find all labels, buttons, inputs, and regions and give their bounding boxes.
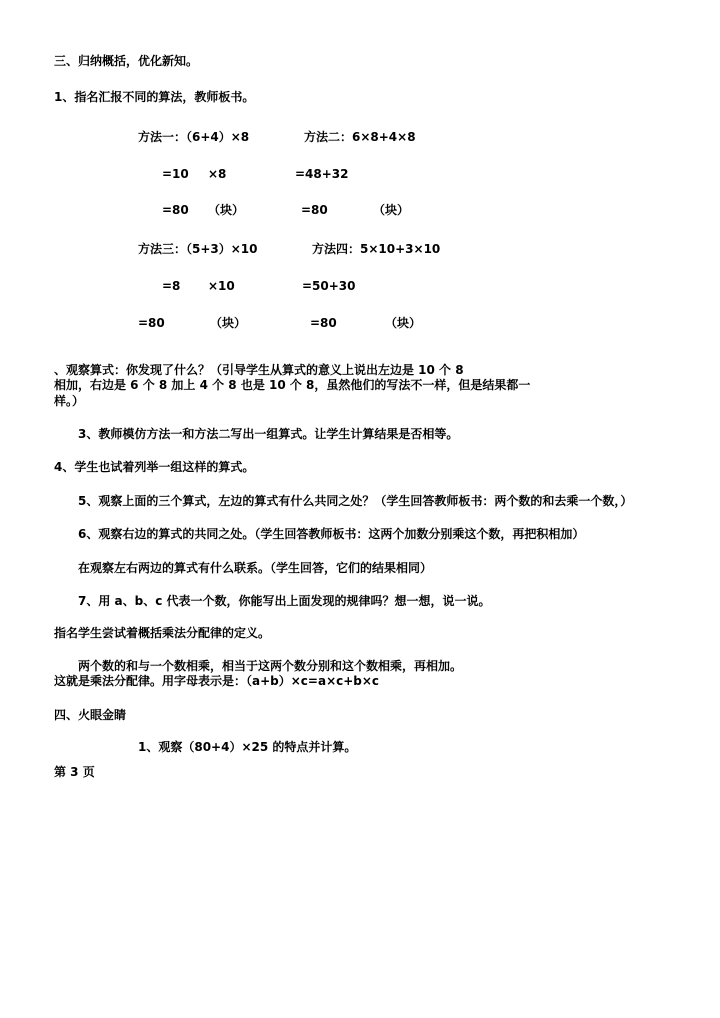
list-item: 5、观察上面的三个算式，左边的算式有什么共同之处？（学生回答教师板书：两个数的和去乘一个数，） (78, 494, 633, 508)
method-three-step1b: ×10 (208, 279, 235, 293)
method-three-step1: =8 (162, 279, 181, 293)
method-one-step1: =10 (162, 167, 189, 181)
paragraph-line: 两个数的和与一个数相乘，相当于这两个数分别和这个数相乘，再相加。 (78, 659, 463, 673)
method-four-unit: （块） (385, 316, 422, 330)
section-heading: 三、归纳概括，优化新知。 (54, 54, 199, 68)
method-two-label: 方法二：6×8+4×8 (304, 130, 416, 144)
method-two-step1: =48+32 (295, 167, 349, 181)
list-item: 在观察左右两边的算式有什么联系。（学生回答，它们的结果相同） (78, 561, 433, 575)
method-four-step1: =50+30 (302, 279, 356, 293)
method-three-label: 方法三：（5+3）×10 (138, 242, 258, 256)
method-one-step2: =80 (162, 203, 189, 217)
list-item: 4、学生也试着列举一组这样的算式。 (54, 460, 255, 474)
method-three-unit: （块） (210, 316, 247, 330)
method-one-unit: （块） (208, 203, 245, 217)
list-item: 指名学生尝试着概括乘法分配律的定义。 (54, 626, 271, 640)
list-item: 7、用 a、b、c 代表一个数，你能写出上面发现的规律吗？想一想，说一说。 (78, 594, 491, 608)
method-two-step2: =80 (301, 203, 328, 217)
paragraph-line: 这就是乘法分配律。用字母表示是：（a+b）×c=a×c+b×c (54, 674, 380, 688)
method-one-label: 方法一：（6+4）×8 (138, 130, 250, 144)
page-number: 第 3 页 (54, 765, 95, 779)
method-two-unit: （块） (373, 203, 410, 217)
method-three-step2: =80 (138, 316, 165, 330)
list-item: 1、指名汇报不同的算法，教师板书。 (54, 90, 255, 104)
method-four-label: 方法四：5×10+3×10 (312, 242, 441, 256)
list-item: 3、教师模仿方法一和方法二写出一组算式。让学生计算结果是否相等。 (78, 427, 459, 441)
paragraph-line: 相加，右边是 6 个 8 加上 4 个 8 也是 10 个 8，虽然他们的写法不一样，但是结果都一 (54, 378, 531, 392)
paragraph-line: 、观察算式：你发现了什么？（引导学生从算式的意义上说出左边是 10 个 8 (54, 363, 464, 377)
section-heading: 四、火眼金睛 (54, 708, 127, 722)
list-item: 1、观察（80+4）×25 的特点并计算。 (138, 740, 357, 754)
paragraph-line: 样。） (54, 394, 85, 408)
method-four-step2: =80 (310, 316, 337, 330)
method-one-step1b: ×8 (208, 167, 227, 181)
list-item: 6、观察右边的算式的共同之处。（学生回答教师板书：这两个加数分别乘这个数，再把积相加） (78, 527, 585, 541)
